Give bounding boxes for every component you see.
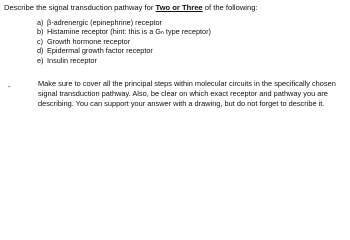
option-item-b <box>37 27 211 36</box>
instructions-line: describing. You can support your answer with a drawing, but do not forget to describe it. <box>38 99 325 109</box>
instructions-bullet: - <box>8 82 11 91</box>
option-text: β-adrenergic (epinephrine) receptor <box>47 18 162 27</box>
option-marker: e) <box>37 55 44 65</box>
question-prompt <box>4 3 258 12</box>
instructions-line: signal transduction pathway. Also, be clear on which exact receptor and pathway you are <box>38 89 328 99</box>
prompt-text-start: Describe the signal transduction pathway for <box>4 3 156 12</box>
option-item-a <box>37 18 211 27</box>
option-item-c <box>37 37 211 46</box>
prompt-emphasis: Two or Three <box>155 3 203 12</box>
option-marker: d) <box>37 46 44 56</box>
option-text: Epidermal growth factor receptor <box>47 46 153 56</box>
option-marker: a) <box>37 18 44 27</box>
option-item-e <box>37 56 211 65</box>
instructions-line: Make sure to cover all the principal steps within molecular circuits in the specifically chosen <box>38 79 336 88</box>
option-marker: b) <box>37 27 44 37</box>
option-text: Growth hormone receptor <box>47 36 131 46</box>
option-text: Insulin receptor <box>47 55 97 65</box>
option-marker: c) <box>37 36 44 46</box>
option-text: Histamine receptor (hint: this is a Gₕ type receptor) <box>47 27 211 37</box>
prompt-text-end: of the following: <box>202 3 258 12</box>
option-item-d <box>37 46 211 55</box>
instructions-paragraph <box>38 79 346 110</box>
receptor-options-list <box>37 18 211 65</box>
